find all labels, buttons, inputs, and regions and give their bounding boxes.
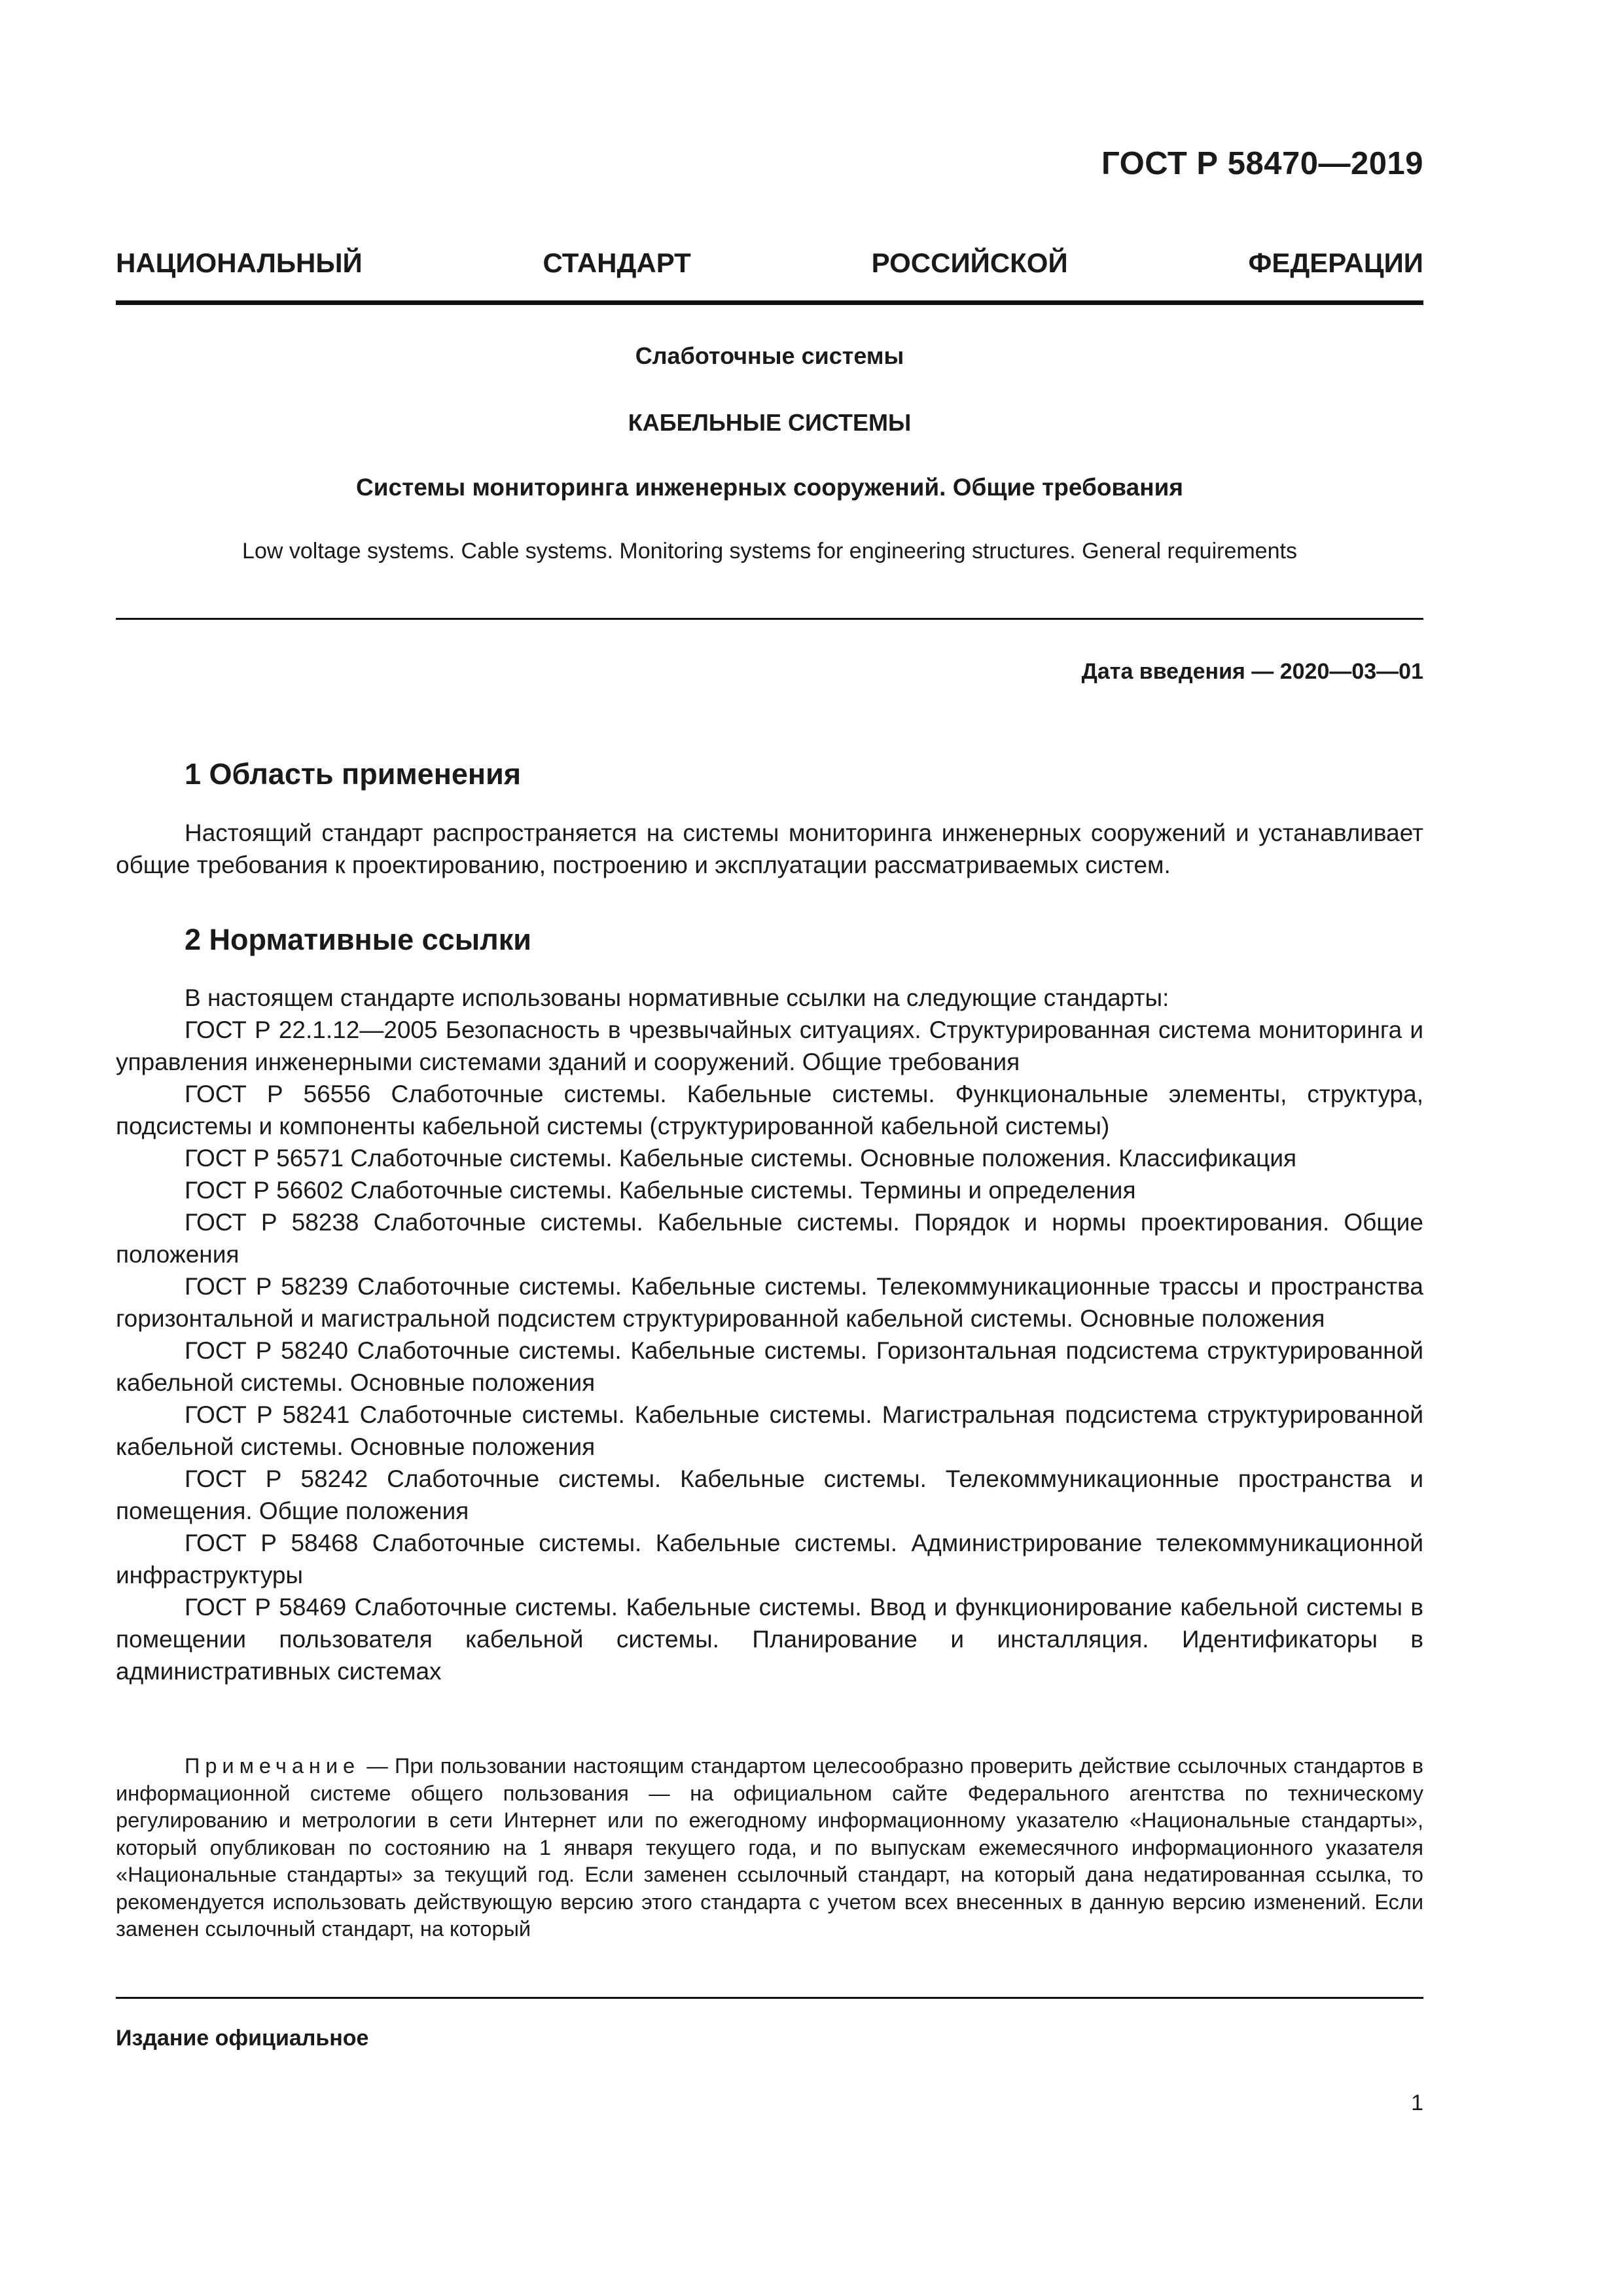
footer-divider: [116, 1997, 1423, 1999]
section-2-intro: В настоящем стандарте использованы нормативные ссылки на следующие стандарты:: [185, 984, 1169, 1011]
reference-item: ГОСТ Р 56556 Слаботочные системы. Кабельные системы. Функциональные элементы, структура, подсистемы и компоненты кабельной системы (структурированной кабельной системы): [116, 1081, 1423, 1139]
title-line-3: Системы мониторинга инженерных сооружений. Общие требования: [356, 474, 1183, 501]
reference-item: ГОСТ Р 58468 Слаботочные системы. Кабельные системы. Администрирование телекоммуникационной инфраструктуры: [116, 1530, 1423, 1588]
section-2-title: 2 Нормативные ссылки: [185, 923, 531, 956]
page-number: 1: [1411, 2090, 1423, 2115]
reference-item: ГОСТ Р 58240 Слаботочные системы. Кабельные системы. Горизонтальная подсистема структурированной кабельной системы. Основные положения: [116, 1337, 1423, 1396]
note-block: [116, 1753, 1423, 1943]
section-1-body: [116, 817, 1423, 881]
title-line-2: КАБЕЛЬНЫЕ СИСТЕМЫ: [628, 409, 912, 436]
reference-item: ГОСТ Р 58239 Слаботочные системы. Кабельные системы. Телекоммуникационные трассы и пространства горизонтальной и магистральной подсистем структурированной кабельной системы. Основные положения: [116, 1273, 1423, 1332]
section-1-paragraph: Настоящий стандарт распространяется на системы мониторинга инженерных сооружений и устанавливает общие требования к проектированию, построению и эксплуатации рассматриваемых систем.: [116, 819, 1423, 878]
national-standard-heading: НАЦИОНАЛЬНЫЙ СТАНДАРТ РОССИЙСКОЙ ФЕДЕРАЦИИ: [116, 247, 1423, 278]
note-paragraph: [116, 1753, 1423, 1943]
title-divider: [116, 618, 1423, 620]
title-line-1: Слаботочные системы: [635, 342, 904, 369]
document-number: ГОСТ Р 58470—2019: [1101, 146, 1423, 181]
reference-item: ГОСТ Р 58241 Слаботочные системы. Кабельные системы. Магистральная подсистема структурированной кабельной системы. Основные положения: [116, 1401, 1423, 1460]
title-english: Low voltage systems. Cable systems. Monitoring systems for engineering structures. General requirements: [242, 539, 1297, 564]
reference-item: ГОСТ Р 58242 Слаботочные системы. Кабельные системы. Телекоммуникационные пространства и помещения. Общие положения: [116, 1465, 1423, 1524]
note-label: Примечание: [185, 1754, 361, 1778]
reference-item: ГОСТ Р 58238 Слаботочные системы. Кабельные системы. Порядок и нормы проектирования. Общие положения: [116, 1209, 1423, 1268]
reference-item: ГОСТ Р 22.1.12—2005 Безопасность в чрезвычайных ситуациях. Структурированная система мониторинга и управления инженерными системами зданий и сооружений. Общие требования: [116, 1016, 1423, 1075]
introduction-date: Дата введения — 2020—03—01: [1081, 659, 1423, 684]
document-page: [116, 0, 1423, 2296]
note-text: — При пользовании настоящим стандартом целесообразно проверить действие ссылочных стандартов в информационной системе общего пользования — на официальном сайте Федерального агентства по техническому регулированию и метрологии в сети Интернет или по ежегодному информационному указателю «Национальные стандарты», который опубликован по состоянию на 1 января текущего года, и по выпускам ежемесячного информационного указателя «Национальные стандарты» за текущий год. Если заменен ссылочный стандарт, на который дана недатированная ссылка, то рекомендуется использовать действующую версию этого стандарта с учетом всех внесенных в данную версию изменений. Если заменен ссылочный стандарт, на который: [116, 1754, 1423, 1941]
reference-item: ГОСТ Р 56571 Слаботочные системы. Кабельные системы. Основные положения. Классификация: [185, 1145, 1297, 1172]
reference-item: ГОСТ Р 58469 Слаботочные системы. Кабельные системы. Ввод и функционирование кабельной системы в помещении пользователя кабельной системы. Планирование и инсталляция. Идентификаторы в административных системах: [116, 1594, 1423, 1685]
reference-item: ГОСТ Р 56602 Слаботочные системы. Кабельные системы. Термины и определения: [185, 1177, 1136, 1204]
section-2-body: [116, 982, 1423, 1687]
edition-label: Издание официальное: [116, 2026, 369, 2051]
section-1-title: 1 Область применения: [185, 757, 522, 791]
header-divider: [116, 300, 1423, 305]
